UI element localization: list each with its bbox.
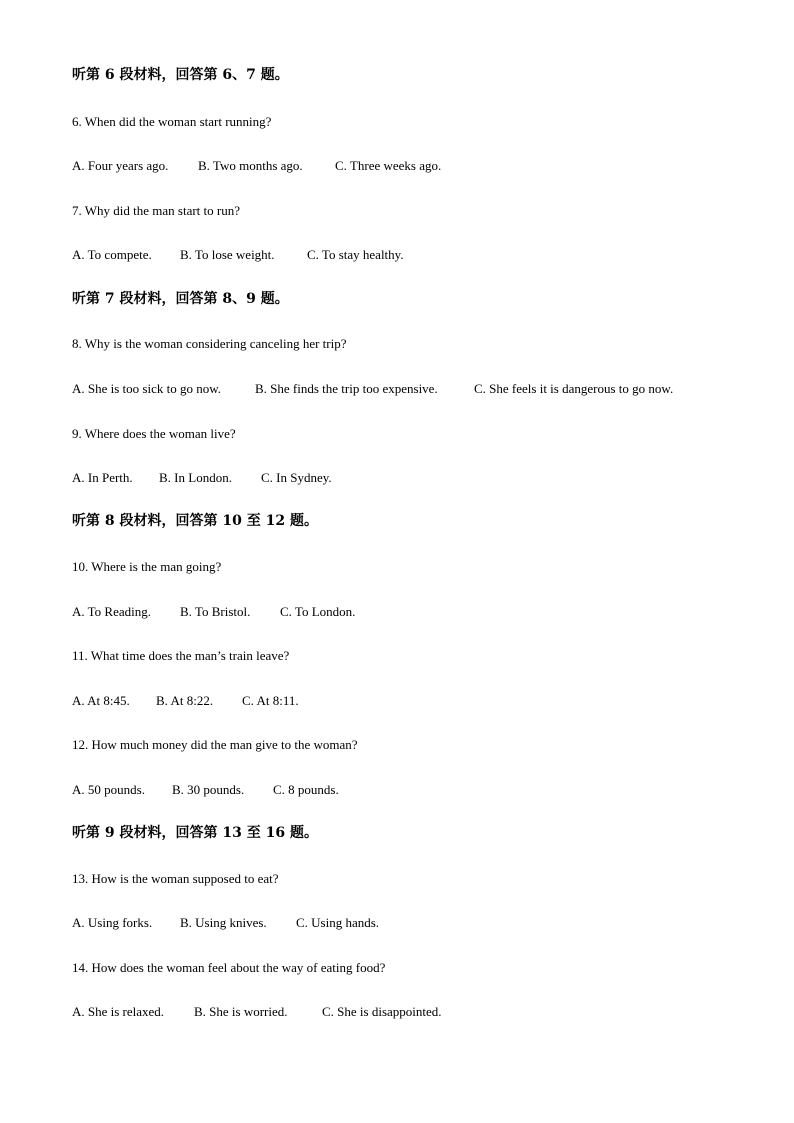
option-c: C. To stay healthy.	[307, 247, 404, 262]
question-stem: 6. When did the woman start running?	[72, 114, 272, 129]
section-heading: 听第 8 段材料，回答第 10 至 12 题。	[72, 513, 318, 529]
question-options	[72, 246, 404, 264]
question-stem: 11. What time does the man’s train leave?	[72, 648, 290, 663]
option-b: B. In London.	[159, 470, 232, 485]
option-a: A. 50 pounds.	[72, 782, 145, 797]
option-b: B. Using knives.	[180, 915, 267, 930]
question-options	[72, 380, 673, 398]
question-stem: 7. Why did the man start to run?	[72, 203, 241, 218]
question-stem: 13. How is the woman supposed to eat?	[72, 871, 279, 886]
option-a: A. She is too sick to go now.	[72, 381, 222, 396]
question-options	[72, 914, 379, 932]
option-b: B. She finds the trip too expensive.	[255, 381, 438, 396]
option-b: B. To lose weight.	[180, 247, 275, 262]
option-b: B. She is worried.	[194, 1004, 288, 1019]
option-c: C. At 8:11.	[242, 693, 299, 708]
option-b: B. Two months ago.	[198, 158, 303, 173]
option-a: A. To compete.	[72, 247, 152, 262]
option-c: C. To London.	[280, 604, 356, 619]
option-b: B. 30 pounds.	[172, 782, 245, 797]
question-stem: 9. Where does the woman live?	[72, 426, 236, 441]
question-stem: 8. Why is the woman considering canceling her trip?	[72, 336, 347, 351]
option-a: A. To Reading.	[72, 604, 152, 619]
option-b: B. To Bristol.	[180, 604, 251, 619]
section-heading: 听第 7 段材料，回答第 8、9 题。	[72, 291, 289, 307]
question-options	[72, 1003, 442, 1021]
question-options	[72, 781, 339, 799]
option-c: C. She feels it is dangerous to go now.	[474, 381, 674, 396]
option-a: A. Using forks.	[72, 915, 153, 930]
option-c: C. Using hands.	[296, 915, 380, 930]
option-a: A. She is relaxed.	[72, 1004, 165, 1019]
question-options	[72, 603, 355, 621]
option-c: C. Three weeks ago.	[335, 158, 442, 173]
option-c: C. 8 pounds.	[273, 782, 339, 797]
option-a: A. At 8:45.	[72, 693, 130, 708]
option-a: A. In Perth.	[72, 470, 133, 485]
question-stem: 14. How does the woman feel about the way of eating food?	[72, 960, 386, 975]
question-options	[72, 469, 332, 487]
question-stem: 12. How much money did the man give to the woman?	[72, 737, 358, 752]
question-options	[72, 157, 441, 175]
question-stem: 10. Where is the man going?	[72, 559, 222, 574]
section-heading: 听第 6 段材料，回答第 6、7 题。	[72, 67, 289, 83]
option-c: C. She is disappointed.	[322, 1004, 442, 1019]
option-c: C. In Sydney.	[261, 470, 332, 485]
option-b: B. At 8:22.	[156, 693, 214, 708]
option-a: A. Four years ago.	[72, 158, 169, 173]
section-heading: 听第 9 段材料，回答第 13 至 16 题。	[72, 825, 318, 841]
question-options	[72, 692, 299, 710]
